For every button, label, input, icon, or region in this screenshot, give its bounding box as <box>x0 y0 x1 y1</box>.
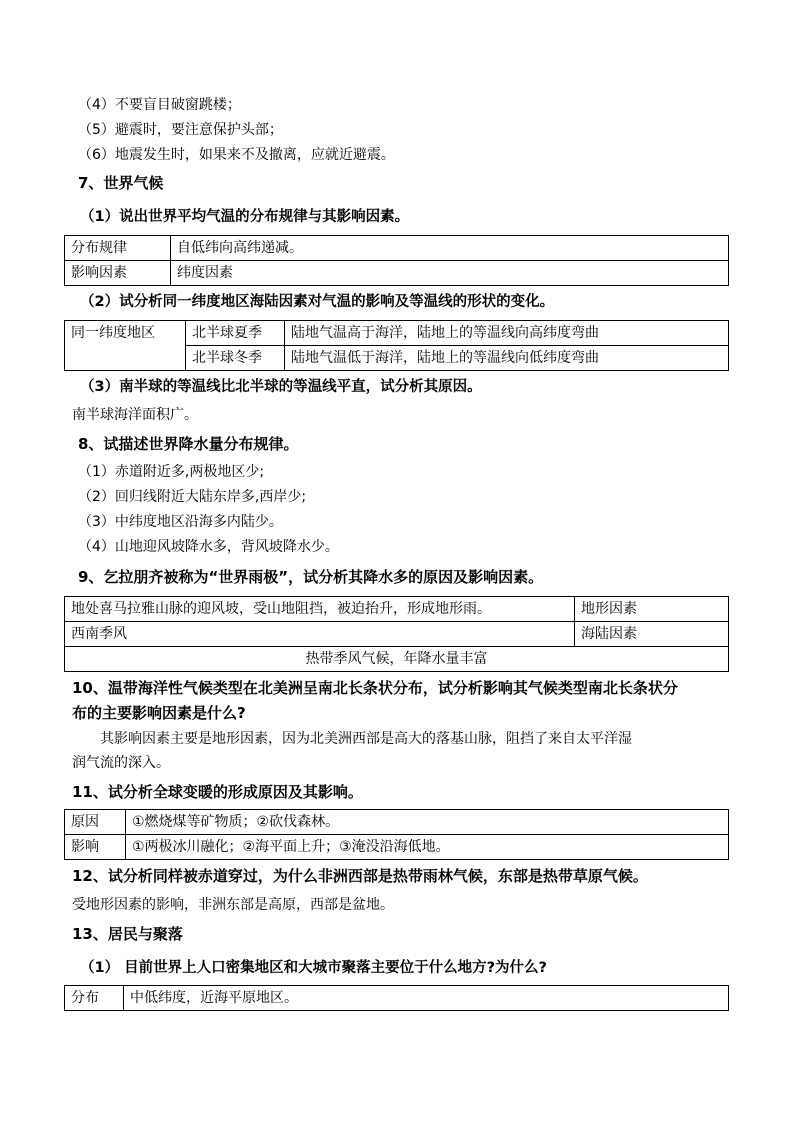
table-row <box>65 986 729 1011</box>
question: （1）说出世界平均气温的分布规律与其影响因素。 <box>80 209 410 225</box>
table-cell: 地形因素 <box>575 597 729 622</box>
table-cell: 分布 <box>65 986 124 1011</box>
table-distribution <box>64 235 729 286</box>
text-line: （6）地震发生时，如果来不及撤离，应就近避震。 <box>78 147 395 163</box>
table-row <box>65 321 729 346</box>
text-line: （4）不要盲目破窗跳楼； <box>78 97 241 113</box>
text-line: （5）避震时，要注意保护头部； <box>78 122 283 138</box>
table-cell: 纬度因素 <box>171 261 729 286</box>
table-cell: 北半球夏季 <box>186 321 285 346</box>
text-line: （1）赤道附近多,两极地区少; <box>78 464 265 480</box>
table-cell: 陆地气温低于海洋，陆地上的等温线向低纬度弯曲 <box>285 346 729 371</box>
table-settlement <box>64 985 729 1011</box>
table-cell: 自低纬向高纬递减。 <box>171 236 729 261</box>
section-heading: 11、试分析全球变暖的形成原因及其影响。 <box>72 783 363 801</box>
section-heading: 9、乞拉朋齐被称为“世界雨极”，试分析其降水多的原因及影响因素。 <box>78 568 544 586</box>
answer: 南半球海洋面积广。 <box>72 407 198 423</box>
question: （2）试分析同一纬度地区海陆因素对气温的影响及等温线的形状的变化。 <box>80 294 555 310</box>
answer: 受地形因素的影响，非洲东部是高原，西部是盆地。 <box>72 897 394 913</box>
table-cell: 陆地气温高于海洋，陆地上的等温线向高纬度弯曲 <box>285 321 729 346</box>
table-cell: 影响因素 <box>65 261 171 286</box>
table-cell: ①两极冰川融化；②海平面上升；③淹没沿海低地。 <box>126 835 729 860</box>
table-row <box>65 835 729 860</box>
answer: 其影响因素主要是地形因素，因为北美洲西部是高大的落基山脉，阻挡了来自太平洋湿 <box>100 731 632 747</box>
table-cell: 地处喜马拉雅山脉的迎风坡，受山地阻挡，被迫抬升，形成地形雨。 <box>65 597 575 622</box>
table-cell: 同一纬度地区 <box>65 321 186 371</box>
section-heading: 13、居民与聚落 <box>72 925 183 943</box>
table-cell: 北半球冬季 <box>186 346 285 371</box>
table-rain-pole <box>64 596 729 672</box>
table-row <box>65 647 729 672</box>
section-heading: 8、试描述世界降水量分布规律。 <box>78 435 299 453</box>
question: （1） 目前世界上人口密集地区和大城市聚落主要位于什么地方?为什么? <box>80 960 547 976</box>
question: （3）南半球的等温线比北半球的等温线平直，试分析其原因。 <box>80 379 482 395</box>
table-cell: 分布规律 <box>65 236 171 261</box>
table-cell: 原因 <box>65 810 126 835</box>
text-line: （4）山地迎风坡降水多，背风坡降水少。 <box>78 539 339 555</box>
table-cell: 西南季风 <box>65 622 575 647</box>
table-row <box>65 810 729 835</box>
table-row <box>65 236 729 261</box>
section-heading: 7、世界气候 <box>78 174 164 192</box>
table-land-sea <box>64 320 729 371</box>
table-cell: ①燃烧煤等矿物质；②砍伐森林。 <box>126 810 729 835</box>
table-cell: 影响 <box>65 835 126 860</box>
table-cell: 热带季风气候，年降水量丰富 <box>65 647 729 672</box>
answer: 润气流的深入。 <box>72 755 170 771</box>
table-cell: 海陆因素 <box>575 622 729 647</box>
text-line: （3）中纬度地区沿海多内陆少。 <box>78 514 283 530</box>
table-row <box>65 597 729 622</box>
table-row <box>65 261 729 286</box>
section-heading: 10、温带海洋性气候类型在北美洲呈南北长条状分布，试分析影响其气候类型南北长条状分 <box>72 679 678 697</box>
section-heading: 12、试分析同样被赤道穿过，为什么非洲西部是热带雨林气候，东部是热带草原气候。 <box>72 867 648 885</box>
text-line: （2）回归线附近大陆东岸多,西岸少; <box>78 489 307 505</box>
section-heading: 布的主要影响因素是什么? <box>72 704 246 722</box>
table-global-warming <box>64 809 729 860</box>
table-cell: 中低纬度，近海平原地区。 <box>124 986 729 1011</box>
table-row <box>65 622 729 647</box>
